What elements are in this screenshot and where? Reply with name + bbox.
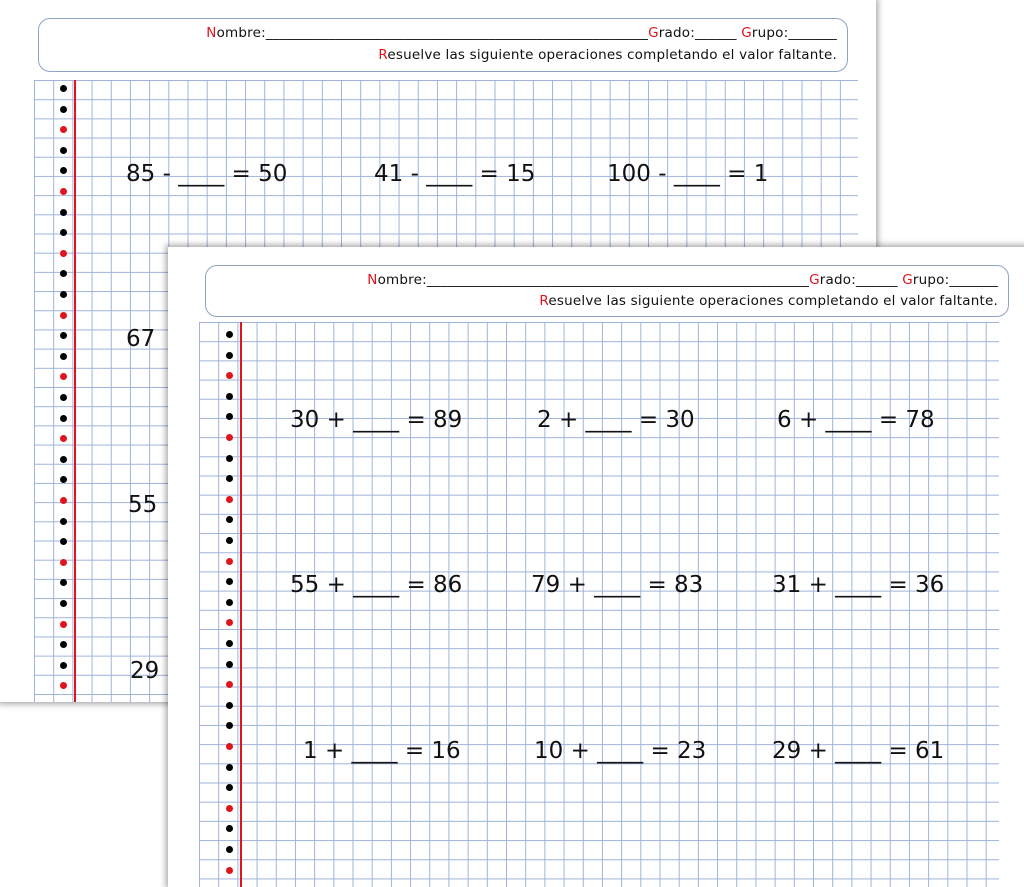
operation: 41 - ____ = 15 — [374, 161, 536, 187]
instruction-line: Resuelve las siguiente operaciones completando el valor faltante. — [378, 47, 837, 63]
binding-dot — [226, 764, 233, 771]
margin-line — [240, 322, 242, 887]
operation: 29 — [130, 658, 160, 684]
binding-dot — [60, 497, 67, 504]
binding-dot — [226, 352, 233, 359]
binding-dot — [226, 434, 233, 441]
grupo-label: rupo: — [751, 25, 789, 41]
operation: 6 + ____ = 78 — [777, 407, 935, 433]
nombre-blank: _______________________________________________________ — [265, 25, 649, 41]
grupo-blank: _______ — [949, 272, 998, 288]
binding-dot — [226, 496, 233, 503]
operation: 55 — [128, 492, 158, 518]
binding-dot — [60, 312, 67, 319]
worksheet-front — [168, 247, 1024, 887]
binding-dot — [60, 209, 67, 216]
binding-dot — [226, 537, 233, 544]
binding-dot — [226, 599, 233, 606]
binding-dot — [60, 353, 67, 360]
binding-dot — [226, 393, 233, 400]
binding-dot — [60, 415, 67, 422]
operation: 10 + ____ = 23 — [534, 738, 707, 764]
header-box — [38, 18, 848, 72]
binding-dot — [226, 743, 233, 750]
grupo-label: rupo: — [912, 272, 950, 288]
operation: 100 - ____ = 1 — [607, 161, 769, 187]
operation: 31 + ____ = 36 — [772, 572, 945, 598]
binding-dot — [226, 867, 233, 874]
binding-dot — [60, 559, 67, 566]
binding-dot — [60, 456, 67, 463]
grupo-blank: _______ — [788, 25, 837, 41]
instruction-line: Resuelve las siguiente operaciones completando el valor faltante. — [539, 293, 998, 309]
binding-dot — [226, 558, 233, 565]
instruction-text: esuelve las siguiente operaciones completando el valor faltante. — [548, 293, 998, 309]
binding-dot — [60, 621, 67, 628]
operation: 85 - ____ = 50 — [126, 161, 288, 187]
binding-dot — [226, 331, 233, 338]
binding-dot — [226, 846, 233, 853]
binding-dot — [226, 455, 233, 462]
operation: 2 + ____ = 30 — [537, 407, 695, 433]
binding-dot — [60, 250, 67, 257]
grado-blank: ______ — [694, 25, 737, 41]
binding-dot — [60, 188, 67, 195]
binding-dot — [60, 291, 67, 298]
operation: 55 + ____ = 86 — [290, 572, 463, 598]
binding-dot — [60, 106, 67, 113]
binding-dot — [60, 518, 67, 525]
binding-dot — [226, 805, 233, 812]
operation: 67 — [126, 326, 156, 352]
binding-dot — [226, 661, 233, 668]
instruction-text: esuelve las siguiente operaciones completando el valor faltante. — [387, 47, 837, 63]
grado-label: rado: — [658, 25, 695, 41]
binding-dot — [60, 85, 67, 92]
binding-dot — [60, 147, 67, 154]
nombre-label: ombre: — [216, 25, 266, 41]
nombre-blank: _______________________________________________________ — [426, 272, 810, 288]
grado-blank: ______ — [855, 272, 898, 288]
name-line: Nombre:_______________________________________________________Grado:______ Grupo:_______ — [367, 272, 998, 288]
binding-dot — [60, 600, 67, 607]
grado-label: rado: — [819, 272, 856, 288]
operation: 30 + ____ = 89 — [290, 407, 463, 433]
binding-dot — [60, 394, 67, 401]
binding-dot — [60, 662, 67, 669]
binding-dot — [226, 702, 233, 709]
nombre-label: ombre: — [377, 272, 427, 288]
operation: 79 + ____ = 83 — [531, 572, 704, 598]
margin-line — [74, 80, 76, 702]
operation: 1 + ____ = 16 — [303, 738, 461, 764]
operation: 29 + ____ = 61 — [772, 738, 945, 764]
name-line: Nombre:_______________________________________________________Grado:______ Grupo:_______ — [206, 25, 837, 41]
header-box — [205, 265, 1009, 317]
binding-dot — [226, 640, 233, 647]
